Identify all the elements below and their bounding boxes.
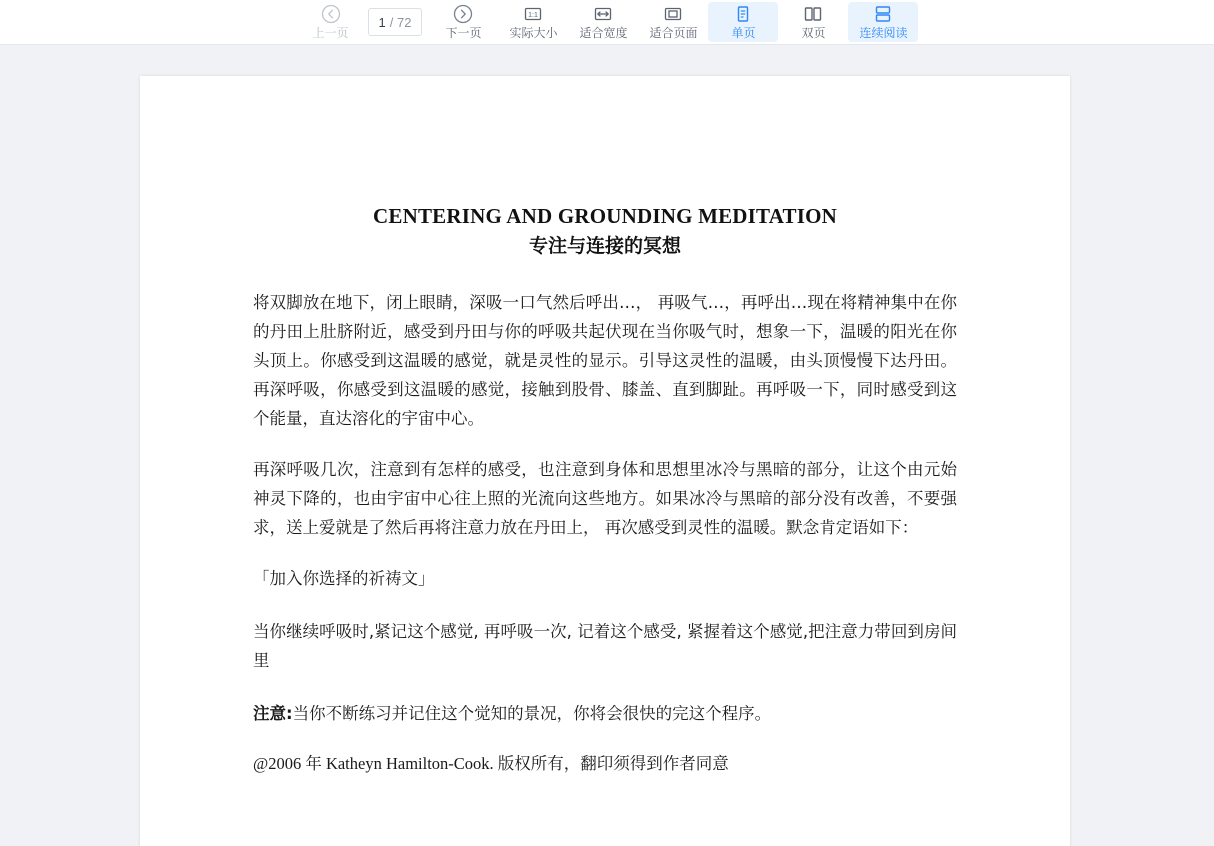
actual-size-button[interactable]	[498, 2, 568, 42]
document-title-english: CENTERING AND GROUNDING MEDITATION	[373, 204, 837, 228]
single-page-icon	[733, 3, 753, 25]
next-page-label: 下一页	[445, 26, 482, 40]
prev-page-button[interactable]	[296, 2, 366, 42]
actual-size-icon	[523, 3, 543, 25]
paragraph-4: 当你继续呼吸时,紧记这个感觉, 再呼吸一次, 记着这个感受, 紧握着这个感觉,把注意力带回到房间里	[253, 622, 957, 670]
fit-page-label: 适合页面	[649, 26, 698, 40]
prev-page-label: 上一页	[312, 26, 349, 40]
fit-page-button[interactable]	[638, 2, 708, 42]
copyright-line: @2006 年 Katheyn Hamilton-Cook. 版权所有，翻印须得到作者同意	[253, 754, 729, 773]
total-pages-value: / 72	[389, 14, 412, 30]
double-page-label: 双页	[801, 26, 826, 40]
fit-page-icon	[663, 3, 683, 25]
continuous-scroll-button[interactable]	[848, 2, 918, 42]
single-page-label: 单页	[731, 26, 756, 40]
continuous-scroll-label: 连续阅读	[859, 26, 908, 40]
note-paragraph	[253, 699, 957, 728]
pdf-toolbar	[0, 0, 1214, 45]
pdf-page-1	[140, 76, 1070, 846]
page-number-input[interactable]	[368, 8, 423, 36]
chevron-left-circle-icon	[321, 3, 341, 25]
paragraph-2: 再深呼吸几次，注意到有怎样的感受，也注意到身体和思想里冰冷与黑暗的部分，让这个由元始神灵下降的，也由宇宙中心往上照的光流向这些地方。如果冰冷与黑暗的部分没有改善，不要强求，送上爱就是了然后再将注意力放在丹田上， 再次感受到灵性的温暖。默念肯定语如下：	[253, 460, 957, 537]
double-page-icon	[803, 3, 823, 25]
single-page-button[interactable]	[708, 2, 778, 42]
fit-width-button[interactable]	[568, 2, 638, 42]
fit-width-icon	[593, 3, 613, 25]
continuous-scroll-icon	[873, 3, 893, 25]
fit-width-label: 适合宽度	[579, 26, 628, 40]
next-page-button[interactable]	[428, 2, 498, 42]
chevron-right-circle-icon	[453, 3, 473, 25]
paragraph-3: 「加入你选择的祈祷文」	[253, 569, 435, 588]
current-page-value: 1	[378, 14, 386, 30]
pdf-viewer-area[interactable]	[0, 45, 1214, 846]
paragraph-1: 将双脚放在地下，闭上眼睛，深吸一口气然后呼出…， 再吸气…，再呼出…现在将精神集中在你的丹田上肚脐附近，感受到丹田与你的呼吸共起伏现在当你吸气时，想象一下，温暖的阳光在你头顶上。你感受到这温暖的感觉，就是灵性的显示。引导这灵性的温暖，由头顶慢慢下达丹田。再深呼吸，你感受到这温暖的感觉，接触到股骨、膝盖、直到脚趾。再呼吸一下，同时感受到这个能量，直达溶化的宇宙中心。	[253, 293, 957, 428]
note-label: 注意:	[253, 704, 293, 723]
document-content	[140, 204, 1070, 778]
actual-size-label: 实际大小	[509, 26, 558, 40]
note-text: 当你不断练习并记住这个觉知的景况，你将会很快的完这个程序。	[292, 704, 772, 723]
document-title-chinese: 专注与连接的冥想	[528, 235, 681, 257]
svg-text:1:1: 1:1	[528, 12, 539, 19]
double-page-button[interactable]	[778, 2, 848, 42]
